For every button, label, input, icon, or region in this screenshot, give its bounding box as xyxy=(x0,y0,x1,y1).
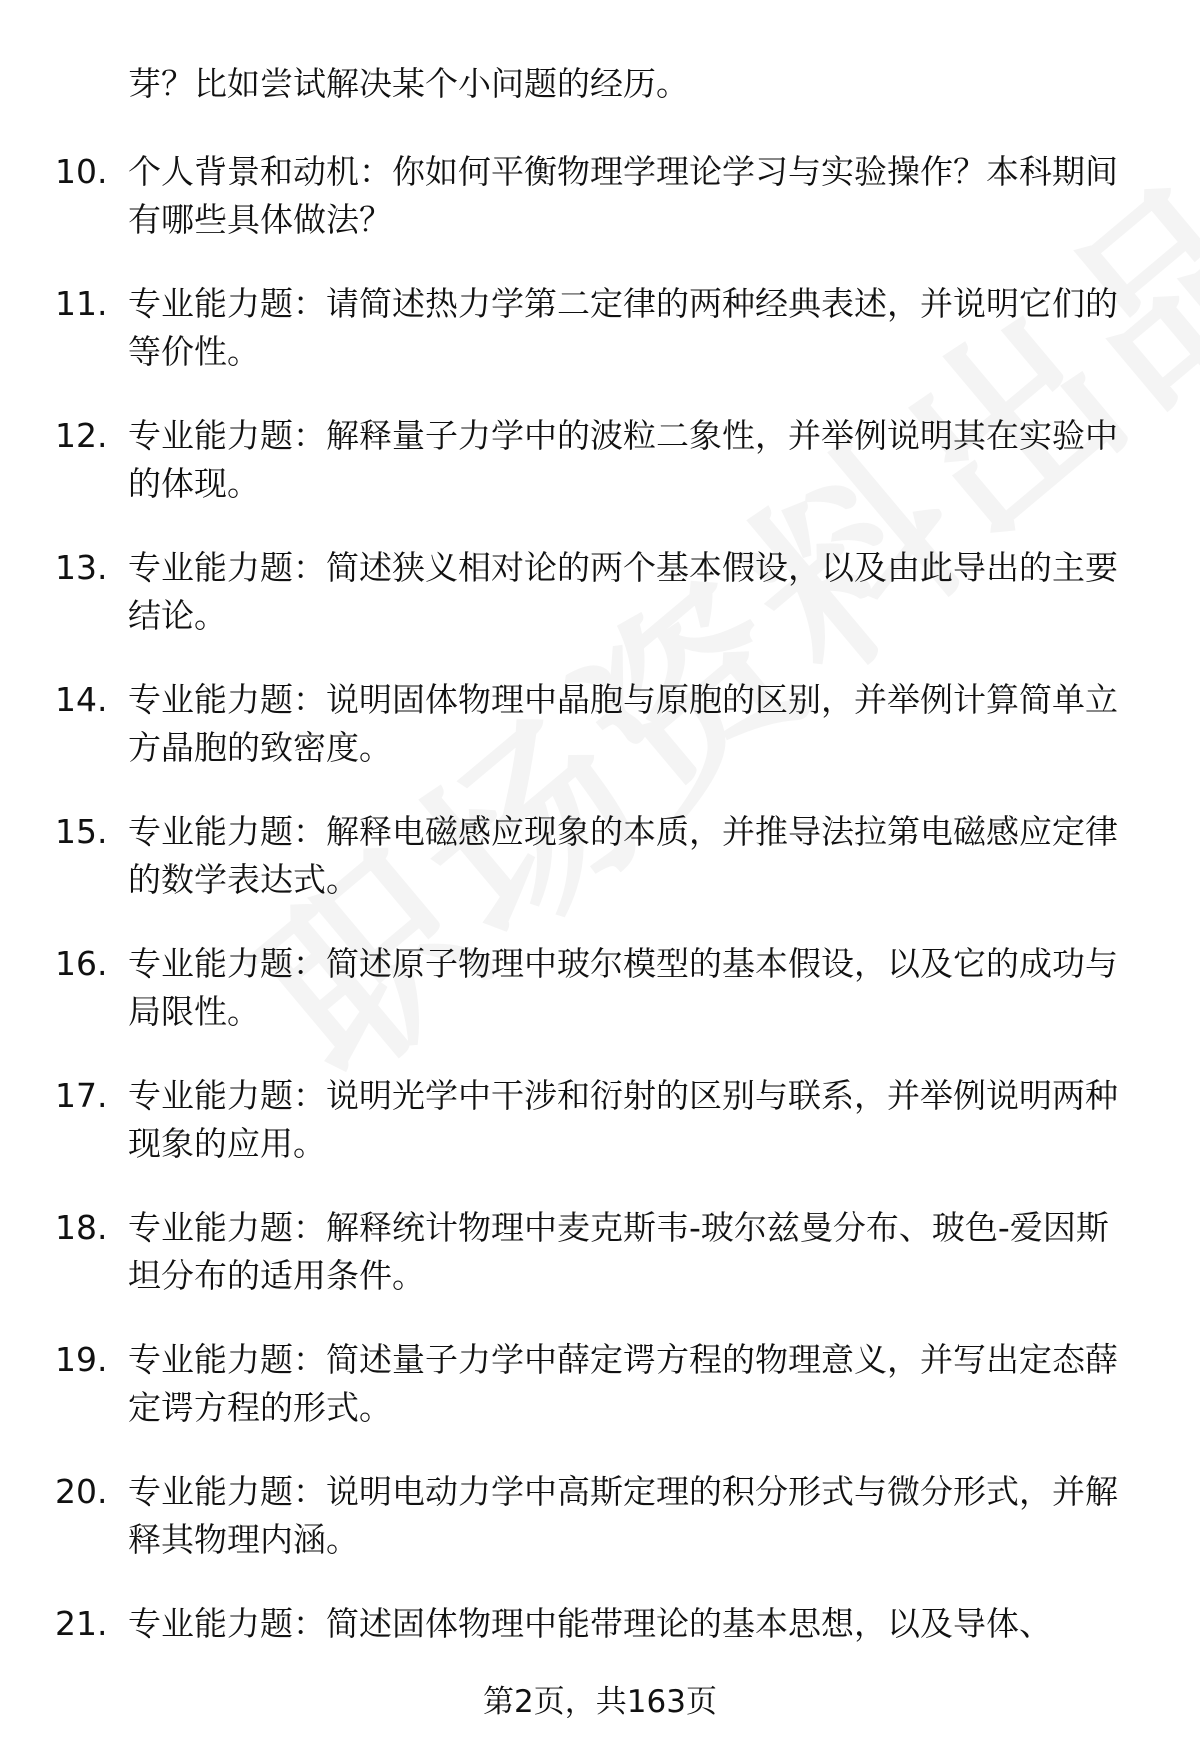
question-item xyxy=(0,412,1200,544)
question-number: 16. xyxy=(55,944,108,983)
question-item xyxy=(0,1468,1200,1600)
question-text: 专业能力题：请简述热力学第二定律的两种经典表述，并说明它们的等价性。 xyxy=(128,284,1118,371)
question-number: 14. xyxy=(55,680,108,719)
question-number: 19. xyxy=(55,1340,108,1379)
question-item xyxy=(0,1336,1200,1468)
question-number: 15. xyxy=(55,812,108,851)
question-text: 专业能力题：说明光学中干涉和衍射的区别与联系，并举例说明两种现象的应用。 xyxy=(128,1076,1118,1163)
continuation-text: 芽？比如尝试解决某个小问题的经历。 xyxy=(128,64,689,103)
question-item xyxy=(0,280,1200,412)
question-item xyxy=(0,940,1200,1072)
question-number: 10. xyxy=(55,152,108,191)
question-text: 专业能力题：说明电动力学中高斯定理的积分形式与微分形式，并解释其物理内涵。 xyxy=(128,1472,1118,1559)
question-text: 专业能力题：简述量子力学中薛定谔方程的物理意义，并写出定态薛定谔方程的形式。 xyxy=(128,1340,1118,1427)
question-text: 专业能力题：简述狭义相对论的两个基本假设，以及由此导出的主要结论。 xyxy=(128,548,1118,635)
question-number: 21. xyxy=(55,1604,108,1643)
question-number: 17. xyxy=(55,1076,108,1115)
question-text: 专业能力题：说明固体物理中晶胞与原胞的区别，并举例计算简单立方晶胞的致密度。 xyxy=(128,680,1118,767)
question-number: 11. xyxy=(55,284,108,323)
question-number: 12. xyxy=(55,416,108,455)
question-number: 18. xyxy=(55,1208,108,1247)
question-text: 专业能力题：解释量子力学中的波粒二象性，并举例说明其在实验中的体现。 xyxy=(128,416,1118,503)
question-item xyxy=(0,808,1200,940)
question-text: 个人背景和动机：你如何平衡物理学理论学习与实验操作？本科期间有哪些具体做法？ xyxy=(128,152,1118,239)
question-text: 专业能力题：解释统计物理中麦克斯韦-玻尔兹曼分布、玻色-爱因斯坦分布的适用条件。 xyxy=(128,1208,1109,1295)
question-number: 20. xyxy=(55,1472,108,1511)
question-item xyxy=(0,1072,1200,1204)
question-number: 13. xyxy=(55,548,108,587)
question-item xyxy=(0,1204,1200,1336)
question-item xyxy=(0,544,1200,676)
question-text: 专业能力题：简述原子物理中玻尔模型的基本假设，以及它的成功与局限性。 xyxy=(128,944,1118,1031)
question-list xyxy=(0,148,1200,1732)
question-item xyxy=(0,676,1200,808)
page-number-footer: 第2页，共163页 xyxy=(483,1684,717,1720)
question-text: 专业能力题：解释电磁感应现象的本质，并推导法拉第电磁感应定律的数学表达式。 xyxy=(128,812,1118,899)
question-text: 专业能力题：简述固体物理中能带理论的基本思想，以及导体、 xyxy=(128,1604,1052,1643)
question-item xyxy=(0,148,1200,280)
